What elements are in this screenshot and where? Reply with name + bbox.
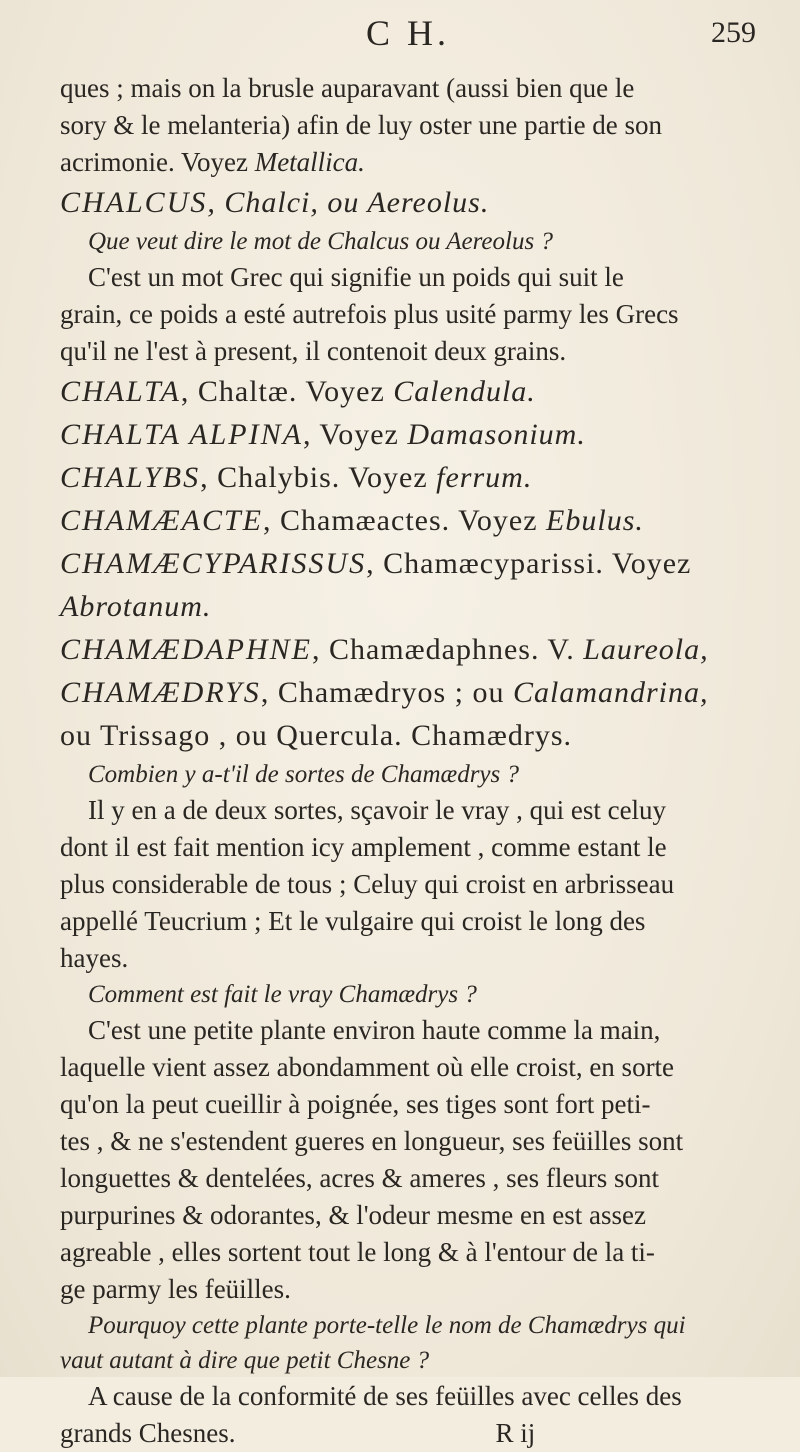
question-line: Comment est fait le vray Chamædrys ?: [88, 981, 477, 1008]
entry-continuation: [60, 585, 756, 628]
text-line: laquelle vient assez abondamment où elle croist, en sorte: [60, 1052, 675, 1082]
text-line: A cause de la conformité de ses feüilles avec celles des: [88, 1381, 682, 1411]
entry-chalcus: CHALCUS, Chalci, ou Aereolus.: [60, 186, 490, 219]
text-line: agreable , elles sortent tout le long & à l'entour de la ti-: [60, 1237, 655, 1267]
text-line: grands Chesnes. R ij: [60, 1415, 756, 1452]
text-line: sory & le melanteria) afin de luy oster une partie de son: [60, 110, 663, 140]
cross-reference: Damasonium.: [407, 418, 586, 451]
text-line: dont il est fait mention icy amplement , comme estant le: [60, 832, 667, 862]
text-line: appellé Teucrium ; Et le vulgaire qui croist le long des: [60, 906, 646, 936]
page-number: 259: [711, 16, 756, 49]
running-head: C H.: [365, 13, 450, 53]
question-line: Que veut dire le mot de Chalcus ou Aereolus ?: [88, 228, 553, 255]
signature-mark: R ij: [495, 1418, 536, 1448]
entry-chamaedaphne: CHAMÆDAPHNE, Chamædaphnes. V. Laureola,: [60, 633, 709, 666]
cross-reference: Calamandrina,: [512, 676, 709, 709]
text-line: C'est une petite plante environ haute comme la main,: [88, 1015, 661, 1045]
text-line: ge parmy les feüilles.: [60, 1274, 291, 1304]
text-line: longuettes & dentelées, acres & ameres , ses fleurs sont: [60, 1163, 660, 1193]
text-line: tes , & ne s'estendent gueres en longueur, ses feüilles sont: [60, 1126, 684, 1156]
cross-reference: Ebulus.: [546, 504, 644, 537]
text-line: Il y en a de deux sortes, sçavoir le vray , qui est celuy: [88, 795, 667, 825]
question-line: Combien y a-t'il de sortes de Chamædrys ?: [88, 761, 520, 788]
cross-reference: Calendula.: [393, 375, 536, 408]
text-line: purpurines & odorantes, & l'odeur mesme en est assez: [60, 1200, 646, 1230]
question-line: Pourquoy cette plante porte-telle le nom de Chamædrys qui: [88, 1312, 686, 1339]
text-line: grain, ce poids a esté autrefois plus usité parmy les Grecs: [60, 299, 679, 329]
entry-chalta: CHALTA, Chaltæ. Voyez Calendula.: [60, 375, 536, 408]
question-line: vaut autant à dire que petit Chesne ?: [60, 1347, 430, 1374]
text-line: plus considerable de tous ; Celuy qui croist en arbrisseau: [60, 869, 675, 899]
entry-chamaeacte: CHAMÆACTE, Chamæactes. Voyez Ebulus.: [60, 504, 644, 537]
entry-chalybs: CHALYBS, Chalybis. Voyez ferrum.: [60, 461, 533, 494]
cross-reference: Abrotanum.: [60, 590, 212, 623]
page-header: [60, 0, 756, 70]
entry-chamaecyparissus: CHAMÆCYPARISSUS, Chamæcyparissi. Voyez: [60, 547, 692, 580]
entry-chalta-alpina: CHALTA ALPINA, Voyez Damasonium.: [60, 418, 586, 451]
text-line: acrimonie. Voyez Metallica.: [60, 147, 365, 177]
text-line: C'est un mot Grec qui signifie un poids qui suit le: [88, 262, 624, 292]
cross-reference: Metallica.: [254, 147, 365, 177]
text-line: qu'il ne l'est à present, il contenoit deux grains.: [60, 336, 567, 366]
text-line: hayes.: [60, 943, 129, 973]
cross-reference: ferrum.: [436, 461, 533, 494]
headword: CHALCUS: [60, 186, 208, 219]
text-line: qu'on la peut cueillir à poignée, ses tiges sont fort peti-: [60, 1089, 651, 1119]
text-line: ques ; mais on la brusle auparavant (aussi bien que le: [60, 73, 635, 103]
page-body: [60, 70, 756, 1452]
cross-reference: Laureola,: [583, 633, 709, 666]
entry-continuation: ou Trissago , ou Quercula. Chamædrys.: [60, 719, 572, 752]
entry-chamaedrys: CHAMÆDRYS, Chamædryos ; ou Calamandrina,: [60, 676, 709, 709]
